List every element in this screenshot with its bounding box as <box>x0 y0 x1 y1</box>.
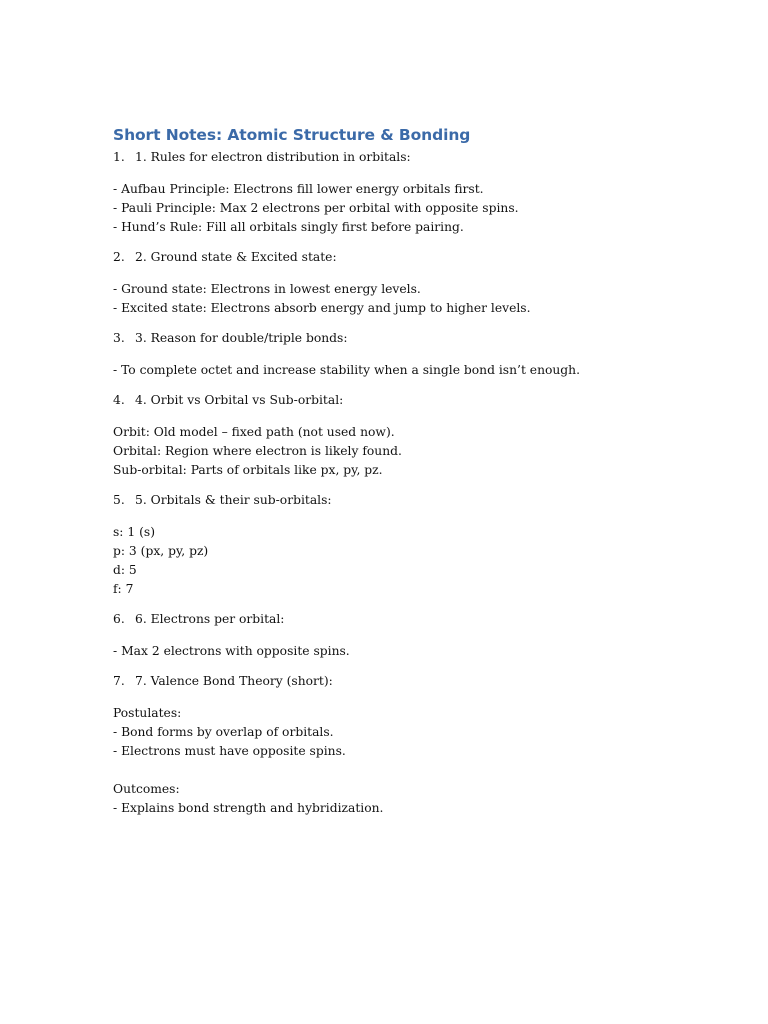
list-number: 3. <box>113 331 125 345</box>
section-7 <box>113 672 713 818</box>
section-5 <box>113 491 713 599</box>
body-line: - Ground state: Electrons in lowest energy levels. <box>113 282 421 296</box>
section-heading-text: 7. Valence Bond Theory (short): <box>135 674 333 688</box>
section-heading <box>113 391 713 410</box>
body-line: d: 5 <box>113 563 137 577</box>
section-heading <box>113 329 713 348</box>
body-line: - Max 2 electrons with opposite spins. <box>113 644 350 658</box>
blank-line <box>113 761 713 780</box>
section-heading-text: 2. Ground state & Excited state: <box>135 250 337 264</box>
section-6 <box>113 610 713 661</box>
body-line: - Explains bond strength and hybridization. <box>113 801 384 815</box>
section-heading-text: 1. Rules for electron distribution in orbitals: <box>135 150 411 164</box>
body-line: - Excited state: Electrons absorb energy and jump to higher levels. <box>113 301 531 315</box>
body-line: - Electrons must have opposite spins. <box>113 744 346 758</box>
body-line: Sub-orbital: Parts of orbitals like px, py, pz. <box>113 463 383 477</box>
list-number: 5. <box>113 493 125 507</box>
list-number: 4. <box>113 393 125 407</box>
section-heading-text: 5. Orbitals & their sub-orbitals: <box>135 493 332 507</box>
section-4 <box>113 391 713 480</box>
body-line: f: 7 <box>113 582 134 596</box>
document-title: Short Notes: Atomic Structure & Bonding <box>113 126 471 144</box>
body-line: - To complete octet and increase stability when a single bond isn’t enough. <box>113 363 581 377</box>
section-heading <box>113 610 713 629</box>
section-2 <box>113 248 713 318</box>
list-number: 6. <box>113 612 125 626</box>
document-content <box>113 124 713 829</box>
sections-container <box>113 148 713 818</box>
body-line: p: 3 (px, py, pz) <box>113 544 209 558</box>
list-number: 1. <box>113 150 125 164</box>
body-line: - Aufbau Principle: Electrons fill lower energy orbitals first. <box>113 182 484 196</box>
body-line: - Bond forms by overlap of orbitals. <box>113 725 334 739</box>
section-heading-text: 4. Orbit vs Orbital vs Sub-orbital: <box>135 393 344 407</box>
section-heading-text: 6. Electrons per orbital: <box>135 612 285 626</box>
section-1 <box>113 148 713 237</box>
section-heading <box>113 248 713 267</box>
section-3 <box>113 329 713 380</box>
section-heading <box>113 148 713 167</box>
body-line: s: 1 (s) <box>113 525 156 539</box>
list-number: 7. <box>113 674 125 688</box>
body-line: - Pauli Principle: Max 2 electrons per orbital with opposite spins. <box>113 201 519 215</box>
body-line: Orbital: Region where electron is likely found. <box>113 444 402 458</box>
body-line: Outcomes: <box>113 782 180 796</box>
body-line: - Hund’s Rule: Fill all orbitals singly first before pairing. <box>113 220 464 234</box>
list-number: 2. <box>113 250 125 264</box>
section-heading <box>113 672 713 691</box>
body-line: Postulates: <box>113 706 182 720</box>
body-line: Orbit: Old model – fixed path (not used now). <box>113 425 395 439</box>
section-heading-text: 3. Reason for double/triple bonds: <box>135 331 348 345</box>
section-heading <box>113 491 713 510</box>
